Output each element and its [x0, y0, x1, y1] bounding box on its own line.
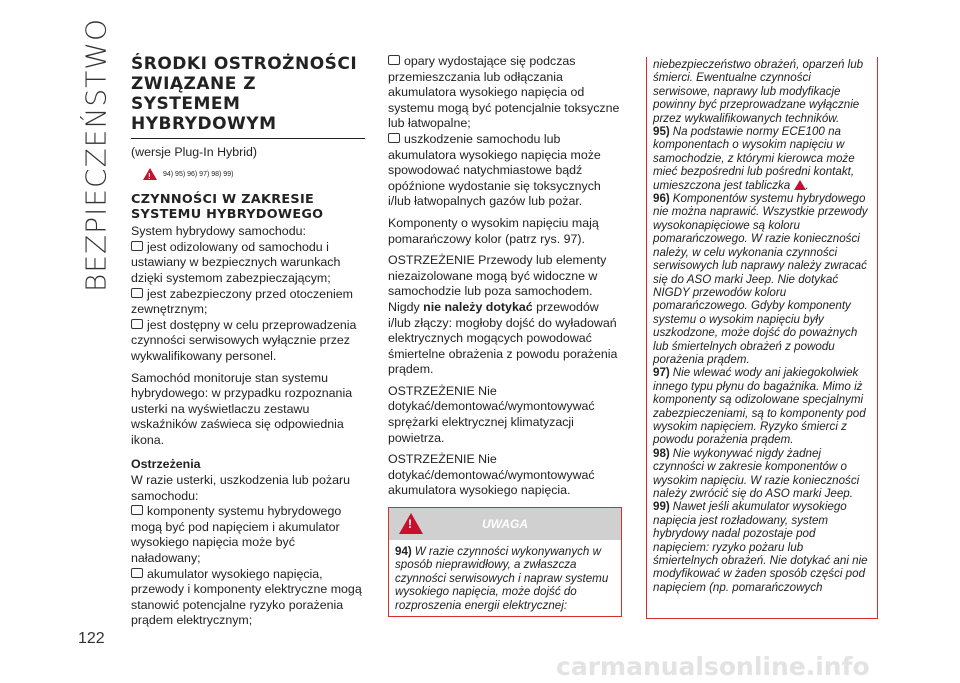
list-item: jest odizolowany od samochodu i ustawiany w bezpiecznych warunkach dzięki systemom zabezpieczającym;: [131, 239, 341, 285]
warning-item-95: 95) Na podstawie normy ECE100 na komponentach o wysokim napięciu w samochodzie, z którymi kierowca może mieć bezpośredni lub pośredni kontakt, umieszczona jest tabliczka .: [653, 125, 855, 192]
warning-refs: [143, 167, 365, 183]
caution-intro: W razie usterki, uszkodzenia lub pożaru samochodu:: [131, 473, 351, 503]
warning-continuation-box: [646, 57, 878, 619]
monitor-paragraph: Samochód monitoruje stan systemu hybrydowego: w przypadku rozpoznania usterki na wyświetlaczu zestawu wskaźników zaświeca się odpowiednia ikona.: [131, 370, 353, 447]
column-3: [646, 57, 878, 619]
list-item: jest dostępny w celu przeprowadzenia czynności serwisowych wyłącznie przez wykwalifikowany personel.: [131, 317, 357, 363]
warning-triangle-icon: [794, 180, 806, 190]
compressor-warning-paragraph: OSTRZEŻENIE Nie dotykać/demontować/wymontowywać sprężarki elektrycznej klimatyzacji powietrza.: [388, 383, 595, 445]
warning-item-97: 97) Nie wlewać wody ani jakiegokolwiek innego typu płynu do bagażnika. Mimo iż komponenty są odizolowane specjalnymi zabezpieczeniami, są to komponenty pod wysokim napięciem. Ryzyko śmierci z powodu porażenia prądem.: [653, 366, 866, 447]
warning-item-96: 96) Komponentów systemu hybrydowego nie można naprawić. Wszystkie przewody wysokonapięciowe są koloru pomarańczowego. W razie konieczności należy, w celu wykonania czynności serwisowych lub naprawy należy zwracać się do ASO marki Jeep. Nie dotykać NIGDY przewodów koloru pomarańczowego. Gdyby komponenty systemu o wysokim napięciu były uszkodzone, może dojść do poważnych lub śmiertelnych obrażeń z powodu porażenia prądem.: [653, 192, 868, 366]
bullet-box-icon: [131, 319, 143, 329]
battery-warning-paragraph: OSTRZEŻENIE Nie dotykać/demontować/wymontowywać akumulatora wysokiego napięcia.: [388, 452, 595, 498]
page-heading: ŚRODKI OSTROŻNOŚCI ZWIĄZANE Z SYSTEMEM HYBRYDOWYM: [131, 54, 365, 139]
warning-header: [389, 508, 621, 540]
bullet-box-icon: [131, 505, 143, 515]
column-2: [388, 54, 622, 617]
page-number: 122: [78, 630, 105, 647]
list-item: akumulator wysokiego napięcia, przewody i komponenty elektryczne mogą stanowić potencjalne ryzyko porażenia prądem elektrycznym;: [131, 566, 362, 628]
section-title-vertical: BEZPIECZEŃSTWO: [79, 17, 113, 293]
warning-label: UWAGA: [482, 517, 528, 532]
version-note: (wersje Plug-In Hybrid): [131, 145, 258, 159]
bullet-box-icon: [131, 288, 143, 298]
column-1: [131, 54, 365, 629]
bullet-box-icon: [131, 241, 143, 251]
bullet-box-icon: [388, 55, 400, 65]
warning-item-98: 98) Nie wykonywać nigdy żadnej czynności w zakresie komponentów o wysokim napięciu. W razie konieczności należy zwrócić się do ASO marki Jeep.: [653, 446, 860, 500]
warning-item-99: 99) Nawet jeśli akumulator wysokiego napięcia jest rozładowany, system hybrydowy nadal pozostaje pod napięciem: ryzyko pożaru lub śmiertelnych obrażeń. Nie dotykać ani nie modyfikować w żaden sposób części pod napięciem (np. pomarańczowych: [653, 500, 868, 594]
bullet-box-icon: [388, 133, 400, 143]
cables-warning-paragraph: OSTRZEŻENIE Przewody lub elementy niezaizolowane mogą być widoczne w samochodzie lub poza samochodem. Nigdy nie należy dotykać przewodów i/lub złączy: mogłoby dojść do wyładowań elektrycznych mogących powodować śmiertelne obrażenia z powodu porażenia prądem.: [388, 253, 618, 377]
watermark: carmanualsonline.info: [556, 652, 870, 681]
bullet-box-icon: [131, 568, 143, 578]
list-item: komponenty systemu hybrydowego mogą być pod napięciem i akumulator wysokiego napięcia może być naładowany;: [131, 504, 342, 566]
intro-text: System hybrydowy samochodu:: [131, 224, 306, 239]
warning-ref-links[interactable]: 94) 95) 96) 97) 98) 99): [163, 170, 234, 178]
list-item: jest zabezpieczony przed otoczeniem zewnętrznym;: [131, 286, 353, 317]
list-item: opary wydostające się podczas przemieszczania lub odłączania akumulatora wysokiego napięcia od systemu mogą być potencjalnie toksyczne lub łatwopalne;: [388, 54, 620, 131]
warning-continued: niebezpieczeństwo obrażeń, oparzeń lub śmierci. Ewentualne czynności serwisowe, naprawy lub modyfikacje powinny być przeprowadzane wyłącznie przez wykwalifikowanych techników.: [653, 58, 864, 125]
warning-triangle-icon: [143, 168, 157, 180]
sub-heading: CZYNNOŚCI W ZAKRESIE SYSTEMU HYBRYDOWEGO: [131, 192, 324, 223]
warning-box: [388, 507, 622, 617]
list-item: uszkodzenie samochodu lub akumulatora wysokiego napięcia może spowodować natychmiastowe bądź opóźnione wydostanie się toksycznych i/lub łatwopalnych gazów lub pożar.: [388, 131, 601, 209]
warning-body: 94) W razie czynności wykonywanych w sposób nieprawidłowy, a zwłaszcza czynności serwisowych i napraw systemu wysokiego napięcia, może dojść do rozproszenia energii elektrycznej:: [395, 545, 609, 612]
orange-components-paragraph: Komponenty o wysokim napięciu mają pomarańczowy kolor (patrz rys. 97).: [388, 215, 599, 246]
caution-heading: Ostrzeżenia: [131, 456, 201, 471]
